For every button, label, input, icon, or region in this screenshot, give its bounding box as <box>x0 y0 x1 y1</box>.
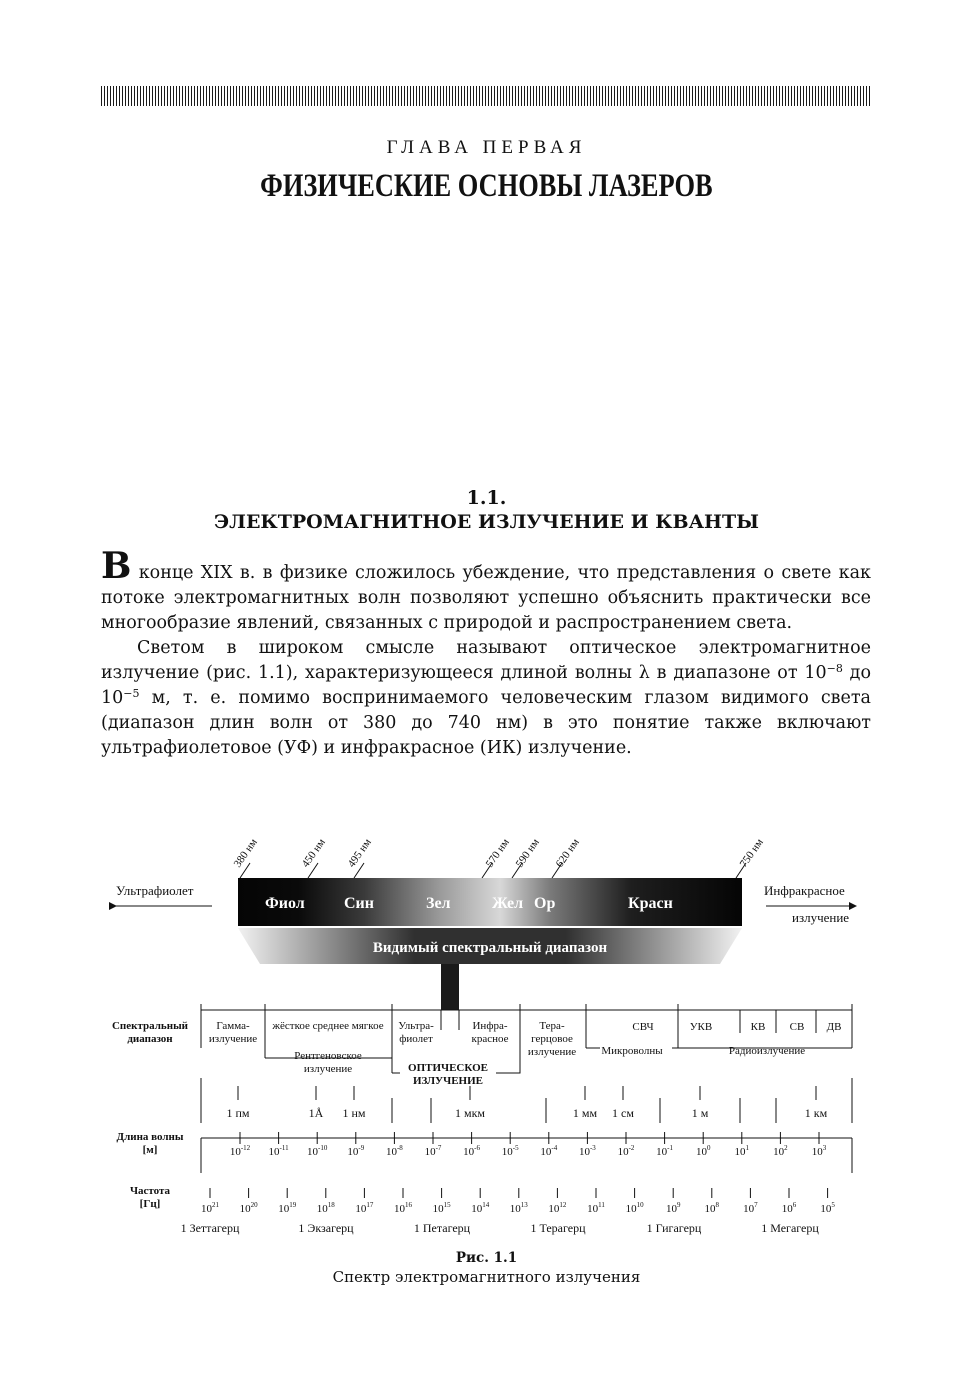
wavelength-tick-label: $10^{-4}$ <box>540 1144 558 1158</box>
band-optical-1: ОПТИЧЕСКОЕ <box>408 1062 488 1074</box>
chapter-label: ГЛАВА ПЕРВАЯ <box>386 137 587 158</box>
band-lf: ДВ <box>826 1021 842 1033</box>
wavelength-mark-450: 450 нм <box>299 836 328 870</box>
frequency-tick-label: $10^{21}$ <box>201 1201 219 1215</box>
frequency-tick-label: $10^{18}$ <box>316 1201 335 1215</box>
figure-caption-text: Спектр электромагнитного излучения <box>332 1268 641 1286</box>
section-title: ЭЛЕКТРОМАГНИТНОЕ ИЗЛУЧЕНИЕ И КВАНТЫ <box>214 511 759 533</box>
freq-unit-peta: 1 Петагерц <box>413 1221 471 1235</box>
band-gamma-2: излучение <box>208 1033 258 1045</box>
frequency-axis-ticks <box>201 1188 835 1215</box>
freq-unit-zetta: 1 Зеттагерц <box>180 1221 240 1235</box>
length-unit-km: 1 км <box>804 1106 828 1120</box>
band-uv-1: Ультра- <box>398 1020 434 1032</box>
chapter-title: ФИЗИЧЕСКИЕ ОСНОВЫ ЛАЗЕРОВ <box>260 168 713 204</box>
band-xray-1: Рентгеновское <box>294 1050 362 1062</box>
wavelength-tick-label: $10^{-6}$ <box>463 1144 481 1158</box>
decorative-header-bar <box>101 86 870 106</box>
paragraph-1 <box>101 545 871 636</box>
length-unit-angstrom: 1Å <box>308 1106 324 1120</box>
spectral-label-2: диапазон <box>127 1033 173 1045</box>
wavelength-marks <box>232 837 766 878</box>
band-hf: КВ <box>750 1021 766 1033</box>
frequency-label-1: Частота <box>129 1185 171 1197</box>
color-red: Красн <box>628 895 673 912</box>
spectral-dividers <box>201 1004 852 1073</box>
band-microwaves: Микроволны <box>601 1045 663 1057</box>
wavelength-label-2: [м] <box>142 1144 158 1156</box>
color-orange: Ор <box>534 895 556 912</box>
length-unit-mm: 1 мм <box>572 1106 598 1120</box>
wavelength-tick-label: $10^{-7}$ <box>424 1144 442 1158</box>
wavelength-tick-label: $10^{-2}$ <box>617 1144 635 1158</box>
frequency-tick-label: $10^8$ <box>704 1201 720 1215</box>
visible-range-stem <box>441 964 459 1010</box>
ir-side-label-1: Инфракрасное <box>764 883 845 898</box>
exponent: −8 <box>826 662 843 675</box>
frequency-tick-label: $10^7$ <box>743 1201 758 1215</box>
band-thz-2: герцовое <box>531 1033 573 1045</box>
wavelength-tick-label: $10^{-12}$ <box>229 1144 251 1158</box>
frequency-tick-label: $10^{19}$ <box>278 1201 297 1215</box>
frequency-tick-label: $10^{16}$ <box>394 1201 412 1215</box>
paragraph-1-text: конце XIX в. в физике сложилось убеждение, что представления о свете как потоке электромагнитных волн позволяют успешно объяснить практически все многообразие явлений, связанных с природой и распространением света. <box>101 563 871 633</box>
wavelength-tick-label: $10^2$ <box>773 1144 788 1158</box>
band-thz-1: Тера- <box>539 1020 565 1032</box>
wavelength-tick-label: $10^{-3}$ <box>578 1144 596 1158</box>
wavelength-tick-label: $10^3$ <box>811 1144 827 1158</box>
frequency-tick-label: $10^9$ <box>665 1201 681 1215</box>
wavelength-mark-380: 380 нм <box>231 836 260 870</box>
paragraph-2-text-c: м, т. е. помимо воспринимаемого человеческим глазом видимого света (диапазон длин волн от 380 до 740 нм) в это понятие также включают ультрафиолетовое (УФ) и инфракрасное (ИК) излучение. <box>101 688 871 758</box>
band-ir-2: красное <box>471 1033 509 1045</box>
wavelength-mark-750: 750 нм <box>737 836 766 870</box>
spectral-row-header <box>112 1020 189 1045</box>
freq-unit-giga: 1 Гигагерц <box>646 1221 702 1235</box>
frequency-tick-label: $10^5$ <box>820 1201 835 1215</box>
frequency-tick-label: $10^{10}$ <box>625 1201 644 1215</box>
frequency-tick-label: $10^6$ <box>781 1201 797 1215</box>
spectrum-diagram <box>100 818 874 1258</box>
band-optical-2: ИЗЛУЧЕНИЕ <box>412 1075 484 1087</box>
wavelength-mark-590: 590 нм <box>513 836 542 870</box>
band-mf: СВ <box>789 1021 805 1033</box>
uv-side-label: Ультрафиолет <box>116 883 194 898</box>
paragraph-2-text-b: до 10 <box>101 663 871 708</box>
paragraph-2-text-a: Светом в широком смысле называют оптическое электромагнитное излучение (рис. 1.1), характеризующееся длиной волны λ в диапазоне от 10 <box>101 638 871 683</box>
band-vhf: УКВ <box>689 1021 713 1033</box>
ir-side-label-2: излучение <box>792 910 850 925</box>
wavelength-tick-label: $10^{-9}$ <box>347 1144 365 1158</box>
frequency-tick-label: $10^{14}$ <box>471 1201 490 1215</box>
band-xray-subtypes: жёсткое среднее мягкое <box>272 1020 384 1032</box>
color-blue: Син <box>344 895 374 912</box>
freq-unit-exa: 1 Экзагерц <box>298 1221 354 1235</box>
wavelength-tick-label: $10^{-10}$ <box>307 1144 328 1158</box>
frequency-tick-label: $10^{15}$ <box>432 1201 451 1215</box>
band-microwave-short: СВЧ <box>632 1021 654 1033</box>
color-violet: Фиол <box>265 895 305 912</box>
band-xray-2: излучение <box>303 1063 353 1075</box>
section-number: 1.1. <box>466 487 507 509</box>
drop-cap: В <box>101 545 132 587</box>
length-unit-cm: 1 см <box>612 1106 634 1120</box>
wavelength-label-1: Длина волны <box>116 1131 184 1143</box>
exponent: −5 <box>123 687 140 700</box>
frequency-tick-label: $10^{20}$ <box>239 1201 258 1215</box>
spectral-label-1: Спектральный <box>111 1020 189 1032</box>
wavelength-tick-label: $10^{-5}$ <box>501 1144 519 1158</box>
length-unit-m: 1 м <box>691 1106 709 1120</box>
wavelength-row-header <box>117 1131 184 1156</box>
freq-unit-mega: 1 Мегагерц <box>761 1221 819 1235</box>
band-gamma-1: Гамма- <box>216 1020 250 1032</box>
visible-range-label: Видимый спектральный диапазон <box>372 940 608 956</box>
frequency-tick-label: $10^{17}$ <box>355 1201 374 1215</box>
frequency-tick-label: $10^{11}$ <box>587 1201 605 1215</box>
color-green: Зел <box>426 895 451 912</box>
freq-unit-tera: 1 Терагерц <box>530 1221 586 1235</box>
band-ir-1: Инфра- <box>472 1020 508 1032</box>
wavelength-tick-label: $10^0$ <box>695 1144 711 1158</box>
wavelength-tick-label: $10^1$ <box>734 1144 750 1158</box>
body-text <box>101 545 871 761</box>
frequency-tick-label: $10^{12}$ <box>548 1201 567 1215</box>
band-radio: Радиоизлучение <box>728 1045 806 1057</box>
wavelength-axis-ticks <box>230 1132 827 1158</box>
color-yellow: Жел <box>492 895 524 912</box>
length-unit-ticks <box>201 1078 852 1123</box>
spectrum-figure <box>100 818 874 1258</box>
frequency-row-header <box>130 1185 171 1210</box>
figure-caption-number: Рис. 1.1 <box>455 1250 518 1266</box>
wavelength-tick-label: $10^{-8}$ <box>385 1144 403 1158</box>
wavelength-tick-label: $10^{-11}$ <box>268 1144 289 1158</box>
length-unit-um: 1 мкм <box>454 1106 486 1120</box>
wavelength-mark-570: 570 нм <box>483 836 512 870</box>
length-unit-pm: 1 пм <box>226 1106 250 1120</box>
length-unit-nm: 1 нм <box>342 1106 366 1120</box>
band-thz-3: излучение <box>527 1046 577 1058</box>
band-uv-2: фиолет <box>399 1033 433 1045</box>
wavelength-mark-620: 620 нм <box>553 836 582 870</box>
wavelength-tick-label: $10^{-1}$ <box>656 1144 674 1158</box>
frequency-tick-label: $10^{13}$ <box>509 1201 528 1215</box>
wavelength-mark-495: 495 нм <box>345 836 374 870</box>
paragraph-2 <box>101 636 871 761</box>
frequency-label-2: [Гц] <box>139 1198 161 1210</box>
